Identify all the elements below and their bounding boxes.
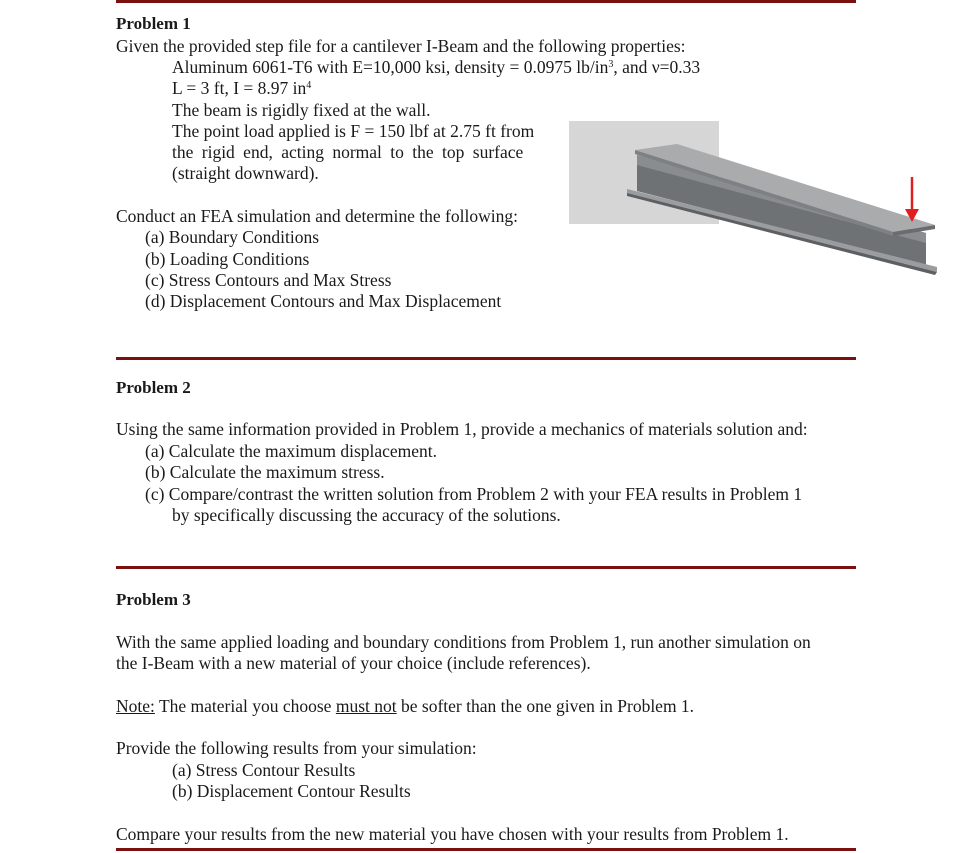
section-rule-2 [116, 357, 856, 360]
problem3-item-a: (a) Stress Contour Results [172, 760, 356, 780]
problem1-intro: Given the provided step file for a cantilever I-Beam and the following properties: [116, 36, 686, 56]
section-rule-3 [116, 566, 856, 569]
problem3-title: Problem 3 [116, 590, 191, 609]
problem1-title: Problem 1 [116, 14, 191, 33]
problem1-item-c: (c) Stress Contours and Max Stress [145, 270, 392, 290]
problem2-item-c-cont: by specifically discussing the accuracy of the solutions. [172, 505, 561, 525]
problem3-intro-line1: With the same applied loading and boundary conditions from Problem 1, run another simulation on [116, 632, 811, 652]
cubic-exponent: 3 [608, 59, 614, 70]
problem1-conduct: Conduct an FEA simulation and determine the following: [116, 206, 518, 226]
problem2-item-c: (c) Compare/contrast the written solution from Problem 2 with your FEA results in Problem 1 [145, 484, 803, 504]
note-label: Note: [116, 696, 155, 716]
bottom-rule [116, 848, 856, 851]
problem1-dims: L = 3 ft, I = 8.97 $in^4$ [172, 78, 312, 98]
fourth-exponent: 4 [306, 80, 312, 91]
must-not-emphasis: must not [335, 696, 397, 716]
problem1-load-line2: the rigid end, acting normal to the top surface [172, 142, 524, 162]
problem3-item-b: (b) Displacement Contour Results [172, 781, 411, 801]
problem3-provide: Provide the following results from your simulation: [116, 738, 477, 758]
problem3-intro-line2: the I-Beam with a new material of your choice (include references). [116, 653, 591, 673]
i-beam-figure [569, 121, 941, 277]
problem3-compare: Compare your results from the new material you have chosen with your results from Problem 1. [116, 824, 789, 844]
problem2-item-a: (a) Calculate the maximum displacement. [145, 441, 438, 461]
problem1-material: Aluminum 6061-T6 with E=10,000 ksi, density = 0.0975 $lb/in^3$, and ν=0.33 [172, 57, 701, 77]
problem1-load-line1: The point load applied is F = 150 lbf at 2.75 ft from [172, 121, 535, 141]
problem2-intro: Using the same information provided in Problem 1, provide a mechanics of materials solution and: [116, 419, 808, 439]
top-rule [116, 0, 856, 3]
problem1-item-b: (b) Loading Conditions [145, 249, 310, 269]
problem2-item-b: (b) Calculate the maximum stress. [145, 462, 385, 482]
problem1-load-line3: (straight downward). [172, 163, 319, 183]
problem2-title: Problem 2 [116, 378, 191, 397]
problem1-item-d: (d) Displacement Contours and Max Displacement [145, 291, 502, 311]
problem3-note: Note: The material you choose must not be softer than the one given in Problem 1. [116, 696, 695, 716]
problem1-item-a: (a) Boundary Conditions [145, 227, 320, 247]
problem1-fixed: The beam is rigidly fixed at the wall. [172, 100, 431, 120]
